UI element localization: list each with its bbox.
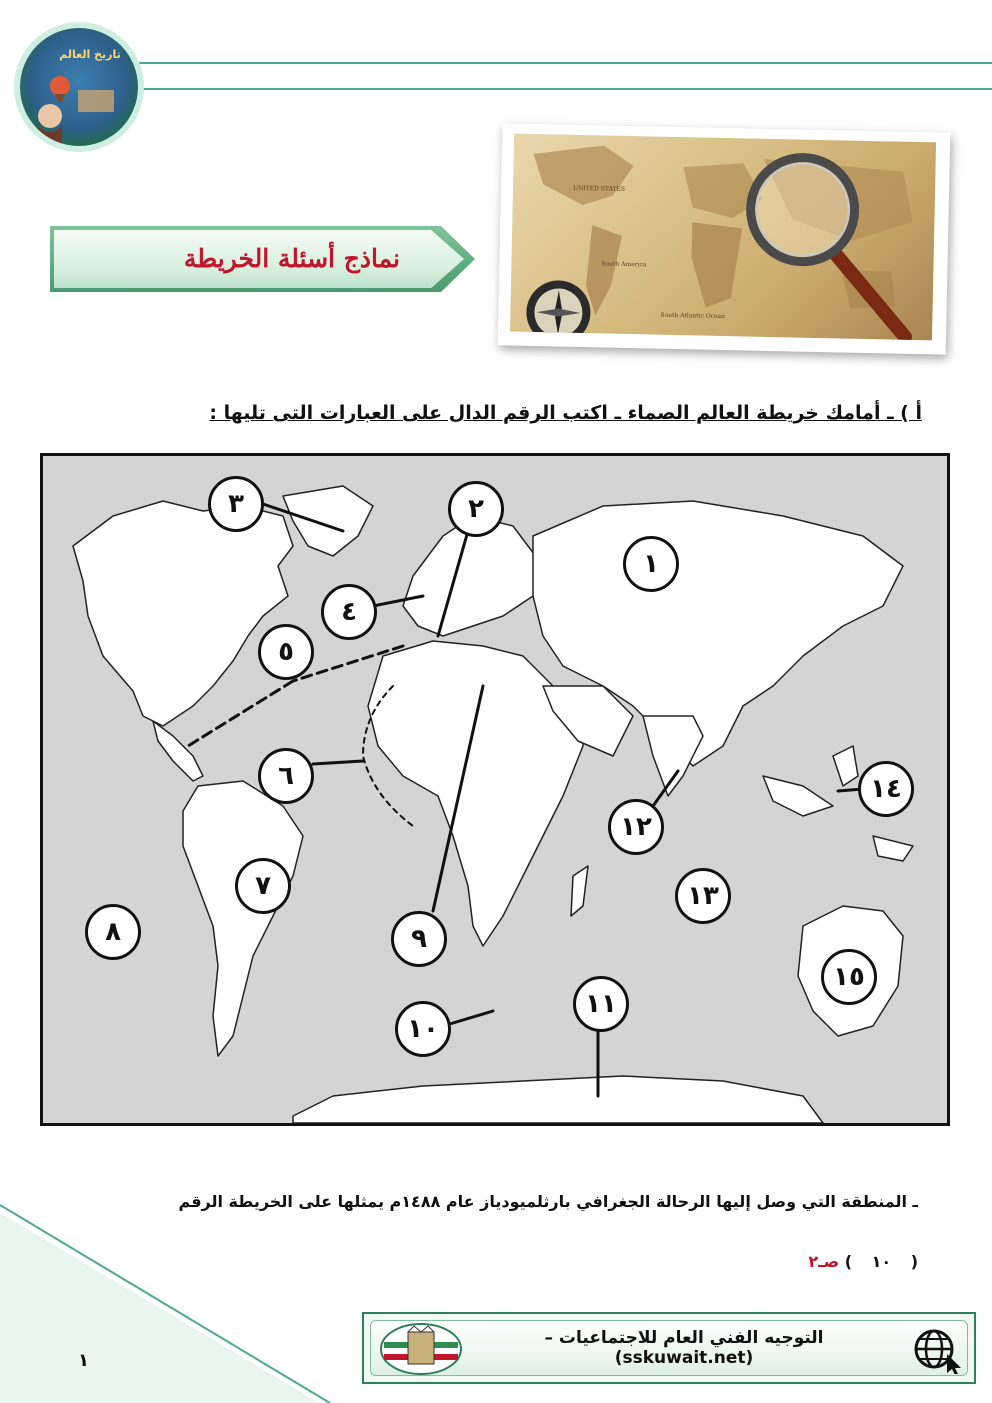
answer-page-ref: صـ٢ bbox=[808, 1252, 840, 1271]
question-text: ـ المنطقة التي وصل إليها الرحالة الجغرافي بارثلميودياز عام ١٤٨٨م يمثلها على الخريطة الرقم bbox=[178, 1192, 918, 1211]
page-title: نماذج أسئلة الخريطة bbox=[183, 244, 400, 273]
map-number-12: ١٢ bbox=[608, 799, 664, 855]
logo-text: تاريخ العالم bbox=[59, 48, 121, 61]
answer-close-paren: ) bbox=[844, 1252, 852, 1271]
photo-label-south-atlantic: South Atlantic Ocean bbox=[660, 311, 726, 321]
answer-value: ١٠ bbox=[871, 1252, 892, 1271]
map-number-1: ١ bbox=[623, 536, 679, 592]
blank-world-map bbox=[40, 453, 950, 1126]
map-number-6: ٦ bbox=[258, 748, 314, 804]
antique-world-map bbox=[510, 134, 936, 341]
map-number-14: ١٤ bbox=[858, 761, 914, 817]
compass-icon bbox=[526, 280, 591, 340]
footer-text: التوجيه الفني العام للاجتماعيات – (sskuwait.net) bbox=[544, 1328, 824, 1368]
globe-cursor-icon bbox=[909, 1324, 969, 1374]
photo-label-north-america: UNITED STATES bbox=[572, 184, 626, 193]
photo-label-south-america: South America bbox=[601, 260, 647, 269]
page-number: ١ bbox=[78, 1350, 89, 1371]
map-photo bbox=[498, 123, 951, 354]
world-map-outline bbox=[43, 456, 947, 1123]
answer-line bbox=[700, 1252, 918, 1271]
map-number-7: ٧ bbox=[235, 858, 291, 914]
map-number-3: ٣ bbox=[208, 476, 264, 532]
map-number-5: ٥ bbox=[258, 624, 314, 680]
footer-corner-decoration bbox=[0, 1193, 360, 1403]
map-number-4: ٤ bbox=[321, 584, 377, 640]
map-number-13: ١٣ bbox=[675, 868, 731, 924]
map-number-2: ٢ bbox=[448, 481, 504, 537]
header-line-top bbox=[120, 62, 992, 64]
map-number-15: ١٥ bbox=[821, 949, 877, 1005]
map-number-11: ١١ bbox=[573, 976, 629, 1032]
logo-art bbox=[20, 28, 138, 146]
map-number-10: ١٠ bbox=[395, 1001, 451, 1057]
answer-open-paren: ( bbox=[910, 1252, 918, 1271]
instruction-text: أ ) ـ أمامك خريطة العالم الصماء ـ اكتب الرقم الدال على العبارات التى تليها : bbox=[209, 402, 922, 424]
kuwait-emblem-icon bbox=[376, 1320, 466, 1378]
map-number-9: ٩ bbox=[391, 911, 447, 967]
map-number-8: ٨ bbox=[85, 904, 141, 960]
header-logo bbox=[20, 28, 138, 146]
map-photo-image bbox=[510, 134, 936, 341]
header-line-bottom bbox=[120, 88, 992, 90]
footer-banner bbox=[362, 1312, 976, 1384]
